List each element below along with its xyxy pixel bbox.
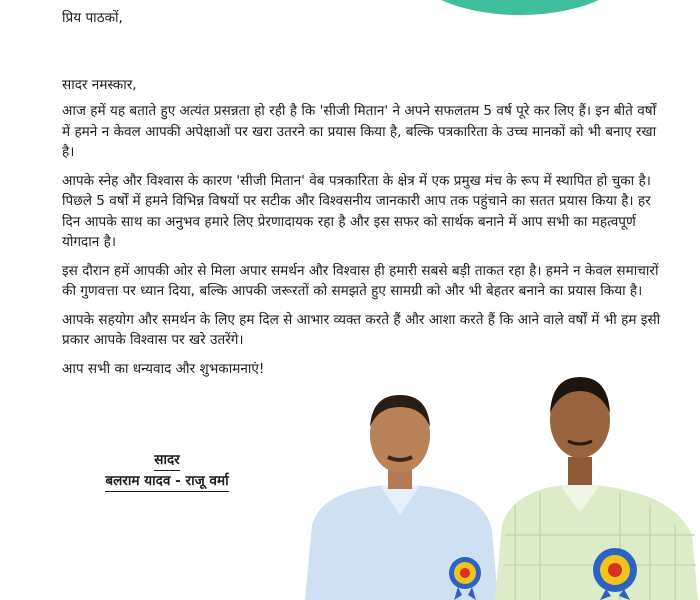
signoff-names: बलराम यादव - राजू वर्मा <box>105 471 228 492</box>
letter-greeting: प्रिय पाठकों, <box>62 10 123 26</box>
letter-paragraph-3: इस दौरान हमें आपकी ओर से मिला अपार समर्थन और विश्वास ही हमारी सबसे बड़ी ताकत रहा है। हमने न केवल समाचारों की गुणवत्ता पर ध्यान दिया, बल्कि आपकी जरूरतों को समझते हुए सामग्री को और भी बेहतर बनाने का प्रयास किया है। <box>62 262 659 299</box>
letter-paragraph-1: आज हमें यह बताते हुए अत्यंत प्रसन्नता हो रही है कि 'सीजी मितान' ने अपने सफलतम 5 वर्ष पूरे कर लिए हैं। इन बीते वर्षों में हमने न केवल आपकी अपेक्षाओं पर खरा उतरने का प्रयास किया है, बल्कि पत्रकारिता के उच्च मानकों को भी बनाए रखा है। <box>62 103 657 160</box>
signoff-regards: सादर <box>154 450 180 471</box>
signoff-block <box>82 450 252 492</box>
founders-photo-illustration <box>300 375 700 600</box>
founders-photo <box>300 375 700 600</box>
letter-closing-line: आप सभी का धन्यवाद और शुभकामनाएं! <box>62 360 265 377</box>
letter-body <box>62 8 662 387</box>
letter-paragraph-2: आपके स्नेह और विश्वास के कारण 'सीजी मितान' वेब पत्रकारिता के क्षेत्र में एक प्रमुख मंच के रूप में स्थापित हो चुका है। पिछले 5 वर्षों में हमने विभिन्न विषयों पर सटीक और विश्वसनीय जानकारी आप तक पहुंचाने का सतत प्रयास किया है। हर दिन आपके साथ का अनुभव हमारे लिए प्रेरणादायक रहा है और इस सफर को सार्थक बनाने में आप सभी का महत्वपूर्ण योगदान है। <box>62 172 651 250</box>
letter-salutation: सादर नमस्कार, <box>62 76 137 93</box>
letter-paragraph-4: आपके सहयोग और समर्थन के लिए हम दिल से आभार व्यक्त करते हैं और आशा करते हैं कि आने वाले वर्षों में भी हम इसी प्रकार आपके विश्वास पर खरे उतरेंगे। <box>62 311 661 348</box>
